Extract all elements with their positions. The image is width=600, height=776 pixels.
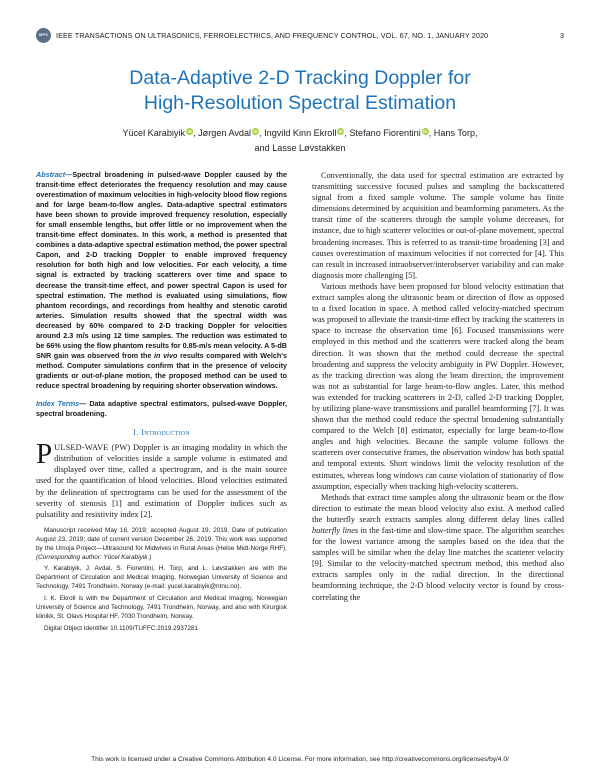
body-paragraph [312, 492, 564, 603]
index-terms-text: — Data adaptive spectral estimators, pulsed-wave Doppler, spectral broadening. [36, 399, 287, 419]
section-heading [36, 428, 287, 437]
paragraph-text: Methods that extract time samples along the ultrasonic beam or the flow direction to estimate the mean blood velocity also exist. A method called the butterfly search extracts samples along different delay lines called [312, 492, 564, 524]
author-separator: , [428, 128, 432, 138]
paragraph-italic: butterfly lines [312, 526, 359, 535]
page-number: 3 [559, 31, 564, 40]
author-name: Ingvild Kinn Ekroll [264, 128, 337, 138]
paragraph-text-end: in the fast-time and slow-time space. The algorithm searches for the lowest variance among the samples based on the idea that the samples will be similar when the delay line matches the scatterer velocity [9]. Similar to the velocity-matched spectrum method, this method also extracts samples only in the radial direction. In the directional beamforming technique, the 2-D blood velocity vector is found by cross-correlating the [312, 526, 564, 602]
title-line-2: High-Resolution Spectral Estimation [143, 92, 457, 114]
abstract-text-end: results compared with Welch's method. Computer simulations confirm that in the presence of velocity gradients or out-of-plane motion, the proposed method can be used to reduce spectral broadening by requiring shorter observation windows. [36, 350, 288, 390]
abstract-text: Spectral broadening in pulsed-wave Doppler caused by the transit-time effect deteriorates the frequency resolution and may cause overestimation of maximum velocities in high-velocity blood flow regions and for large beam-to-flow angles. Data-adaptive spectral estimators have been shown to provide improved frequency resolution, especially for small ensemble lengths, but offer little or no improvement when the transit-time effect dominates. In this work, a method is presented that combines a data-adaptive spectral estimation method, the power spectral Capon, and 2-D tracking Doppler to enable improved frequency resolution for both high and low velocities. For each velocity, a time signal is extracted by tracking scatterers over time and space to decrease the transit-time effect, and power spectral Capon is used for spectral estimation. The method is evaluated using simulations, flow phantom recordings, and recordings from healthy and stenotic carotid arteries. Simulation results showed that the spectral width was decreased by 60% compared to 2-D tracking Doppler for velocities around 2.3 m/s using 12 time samples. The reduction was estimated to be 66% using the flow phantom results for 0.85-m/s mean velocity. A 5-dB SNR gain was observed from the [36, 170, 287, 360]
section-title: Introduction [141, 428, 190, 438]
author-name: Hans Torp, [433, 128, 478, 138]
body-text [312, 170, 564, 603]
orcid-icon[interactable]: iD [253, 129, 258, 134]
intro-paragraph [36, 438, 287, 520]
orcid-icon[interactable]: iD [422, 129, 428, 134]
footnotes [36, 527, 287, 634]
footnote-affiliation-2: I. K. Ekroll is with the Department of Circulation and Medical Imaging, Norwegian University of Science and Technology, 7491 Trondheim, Norway, and also with Kirurgisk klinikk, St. Olavs Hospital HF, 7030 Trondheim, Norway. [36, 595, 287, 620]
body-paragraph: Conventionally, the data used for spectral estimation are extracted by transmitting successive focused pulses and sampling the backscattered signal from a fixed sample volume. The sample volume has finite dimensions determined by acquisition and beamforming parameters. As the transit time of the scatterers through the sample volume decreases, for instance, due to high scatterer velocities or out-of-plane movement, spectral broadening increases. This is referred to as transit-time broadening [3] and causes overestimation of maximum velocities if not corrected for [4]. This can result in increased intraobserver/interobserver variability and can make diagnosis more challenging [5]. [312, 171, 564, 280]
author-list [60, 126, 540, 156]
paper-title [40, 66, 560, 116]
right-column [312, 170, 564, 603]
drop-cap: P [36, 438, 53, 471]
index-terms-label: Index Terms [36, 399, 80, 409]
orcid-icon[interactable]: iD [338, 129, 344, 134]
author-separator: , [193, 128, 196, 138]
title-line-1: Data-Adaptive 2-D Tracking Doppler for [129, 67, 471, 89]
author-name: Jørgen Avdal [198, 128, 252, 138]
license-footer: This work is licensed under a Creative Commons Attribution 4.0 License. For more information, see http://creativecommons.org/licenses/by/4.0/ [91, 756, 509, 763]
author-name: Stefano Fiorentini [349, 128, 421, 138]
section-numeral: I. [133, 428, 139, 438]
footnote-text: Manuscript received May 16, 2019; accepted August 19, 2019. Date of publication August 23, 2019; date of current version December 26, 2019. This work was supported by the Umoja Project—Ultrasound for Midwives in Rural Areas (Helse Midt-Norge RHF). [36, 526, 287, 552]
left-column [36, 170, 287, 637]
abstract [36, 170, 287, 391]
abstract-dash: — [65, 170, 73, 179]
body-paragraph: Various methods have been proposed for blood velocity estimation that extract samples along the ultrasonic beam or direction of flow as opposed to a fixed location in space. A method called velocity-matched spectrum was proposed to alleviate the transit-time effect by tracking the scatterers in space to increase the observation time [6]. Focused transmissions were employed in this method and the scatterers were tracked along the beam direction. It was shown that the method could decrease the spectral broadening and suppress the velocity ambiguity in PW Doppler. However, as the tracking direction was along the beam direction, the improvement was not as substantial for large beam-to-flow angles. Later, this method was extended for tracking scatterers in 2-D, called 2-D tracking Doppler, by utilizing plane-wave transmissions and parallel beamforming [7]. It was shown that the method could reduce the spectral broadening substantially compared to the Welch [8] estimator, especially for large beam-to-flow angles and high velocities. Because the sample volume follows the scatterers over consecutive frames, the observation window has both spatial and temporal extents. Short windows limit the velocity resolution of the estimates, whereas long windows can cause violation of stationarity of flow assumption, especially when tracking high-velocity scatterers. [312, 281, 564, 491]
intro-text: Doppler is an imaging modality in which the distribution of velocities inside a sample volume is estimated and displayed over time, called a spectrogram, and is the main source used for the quantification of blood velocities. Blood velocities estimated by the delineation of spectrograms can be used for the assessment of the severity of stenosis [1] and estimation of Doppler indices such as pulsatility and resistivity index [2]. [36, 443, 287, 519]
author-name: Yücel Karabiyik [122, 128, 186, 138]
author-separator: , [259, 128, 262, 138]
corresponding-author: (Corresponding author: Yücel Karabiyik.) [36, 553, 152, 561]
intro-smallcaps: ULSED-WAVE (PW) [54, 443, 131, 453]
journal-line: IEEE TRANSACTIONS ON ULTRASONICS, FERROELECTRICS, AND FREQUENCY CONTROL, VOL. 67, NO. 1, JANUARY 2020 [56, 31, 489, 40]
footnote-doi: Digital Object Identifier 10.1109/TUFFC.2019.2937281 [44, 624, 199, 632]
author-separator: , [344, 128, 347, 138]
abstract-label: Abstract [36, 170, 66, 179]
abstract-italic: in vivo [154, 350, 178, 360]
footnote-received [36, 527, 287, 563]
running-header [36, 30, 564, 44]
footnote-affiliation-1: Y. Karabiyik, J. Avdal, S. Fiorentini, H. Torp, and L. Løvstakken are with the Department of Circulation and Medical Imaging, Norwegian University of Science and Technology, 7491 Trondheim, Norway (e-mail: yucel.karabiyik@ntnu.no). [36, 565, 287, 591]
index-terms [36, 399, 287, 419]
journal-logo: UFFC [36, 28, 51, 43]
author-name: and Lasse Løvstakken [254, 143, 346, 153]
orcid-icon[interactable]: iD [187, 129, 192, 134]
